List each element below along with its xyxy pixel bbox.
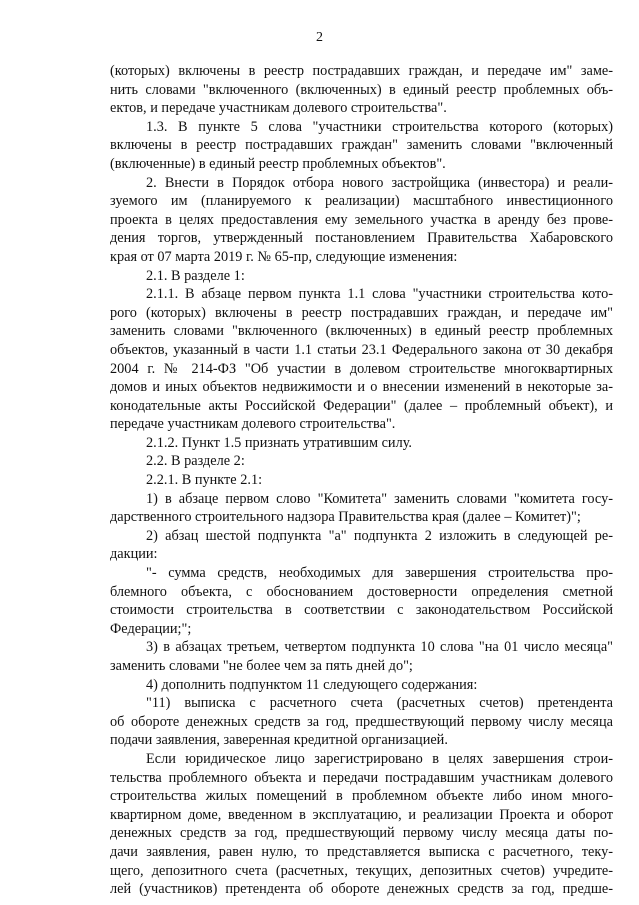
text-line: 2004 г. № 214-ФЗ "Об участии в долевом строительстве многоквартирных (110, 360, 613, 377)
text-line: 4) дополнить подпунктом 11 следующего содержания: (146, 676, 478, 693)
text-line: дачи заявления, равен нулю, то представляется выписка с расчетного, теку- (110, 843, 613, 860)
text-line: 1.3. В пункте 5 слова "участники строительства которого (которых) (146, 118, 613, 135)
text-line: заменить словами "включенного (включенных) в единый реестр проблемных (110, 323, 613, 340)
text-line: объектов, указанный в части 1.1 статьи 23.1 Федерального закона от 30 декабря (110, 341, 613, 358)
text-line: 2.1.2. Пункт 1.5 признать утратившим силу. (146, 434, 413, 451)
text-line: зуемого им (планируемого к реализации) масштабного инвестиционного (110, 193, 613, 210)
text-line: 3) в абзацах третьем, четвертом подпункта 10 слова "на 01 число месяца" (146, 639, 613, 656)
text-line: лей (участников) претендента об обороте денежных средств за год, предше- (110, 881, 613, 898)
text-line: 1) в абзаце первом слово "Комитета" заменить словами "комитета госу- (146, 490, 613, 507)
text-line: блемного объекта, с обоснованием достоверности определения сметной (110, 583, 613, 600)
text-line: передаче участникам долевого строительства". (110, 416, 396, 433)
text-line: Федерации;"; (110, 620, 192, 637)
text-line: щего, депозитного счета (расчетных, текущих, депозитных счетов) учредите- (110, 862, 613, 879)
text-line: включены в реестр пострадавших граждан" заменить словами "включенный (110, 137, 613, 154)
document-body (110, 62, 613, 899)
text-line: 2) абзац шестой подпункта "а" подпункта 2 изложить в следующей ре- (146, 527, 613, 544)
text-line: стоимости строительства в соответствии с законодательством Российской (110, 602, 613, 619)
text-line: денежных средств за год, предшествующий первому числу месяца даты по- (110, 825, 613, 842)
text-line: 2.2. В разделе 2: (146, 453, 245, 470)
text-line: конодательные акты Российской Федерации" (далее – проблемный объект), и (110, 397, 613, 414)
text-line: дакции: (110, 546, 158, 563)
text-line: об обороте денежных средств за год, предшествующий первому числу месяца (110, 713, 613, 730)
text-line: строительства жилых помещений в проблемном объекте либо ином много- (110, 788, 613, 805)
text-line: "- сумма средств, необходимых для завершения строительства про- (146, 565, 613, 582)
text-line: 2.2.1. В пункте 2.1: (146, 472, 263, 489)
text-line: "11) выписка с расчетного счета (расчетных счетов) претендента (146, 695, 613, 712)
text-line: Если юридическое лицо зарегистрировано в целях завершения строи- (146, 750, 613, 767)
text-line: подачи заявления, заверенная кредитной организацией. (110, 732, 448, 749)
text-line: тельства проблемного объекта и передачи пострадавшим участникам долевого (110, 769, 613, 786)
text-line: рого (которых) включены в реестр пострадавших граждан, и передаче им" (110, 304, 613, 321)
text-line: 2.1.1. В абзаце первом пункта 1.1 слова "участники строительства кото- (146, 286, 613, 303)
text-line: домов и иных объектов недвижимости и о внесении изменений в некоторые за- (110, 379, 613, 396)
text-line: дения торгов, утвержденный постановлением Правительства Хабаровского (110, 230, 613, 247)
text-line: нить словами "включенного (включенных) в единый реестр проблемных объ- (110, 81, 613, 98)
text-line: проекта в целях предоставления ему земельного участка в аренду без прове- (110, 211, 613, 228)
text-line: квартирном доме, введенном в эксплуатацию, и реализации Проекта и оборот (110, 806, 613, 823)
text-line: заменить словами "не более чем за пять дней до"; (110, 658, 413, 674)
text-line: 2.1. В разделе 1: (146, 267, 245, 284)
text-line: края от 07 марта 2019 г. № 65-пр, следующие изменения: (110, 248, 458, 265)
page-number: 2 (316, 30, 323, 45)
text-line: 2. Внести в Порядок отбора нового застройщика (инвестора) и реали- (146, 174, 613, 191)
text-line: (которых) включены в реестр пострадавших граждан, и передаче им" заме- (110, 63, 613, 79)
text-line: ектов, и передаче участникам долевого строительства". (110, 100, 447, 117)
text-line: (включенные) в единый реестр проблемных объектов". (110, 155, 446, 172)
text-line: дарственного строительного надзора Правительства края (далее – Комитет)"; (110, 509, 581, 526)
